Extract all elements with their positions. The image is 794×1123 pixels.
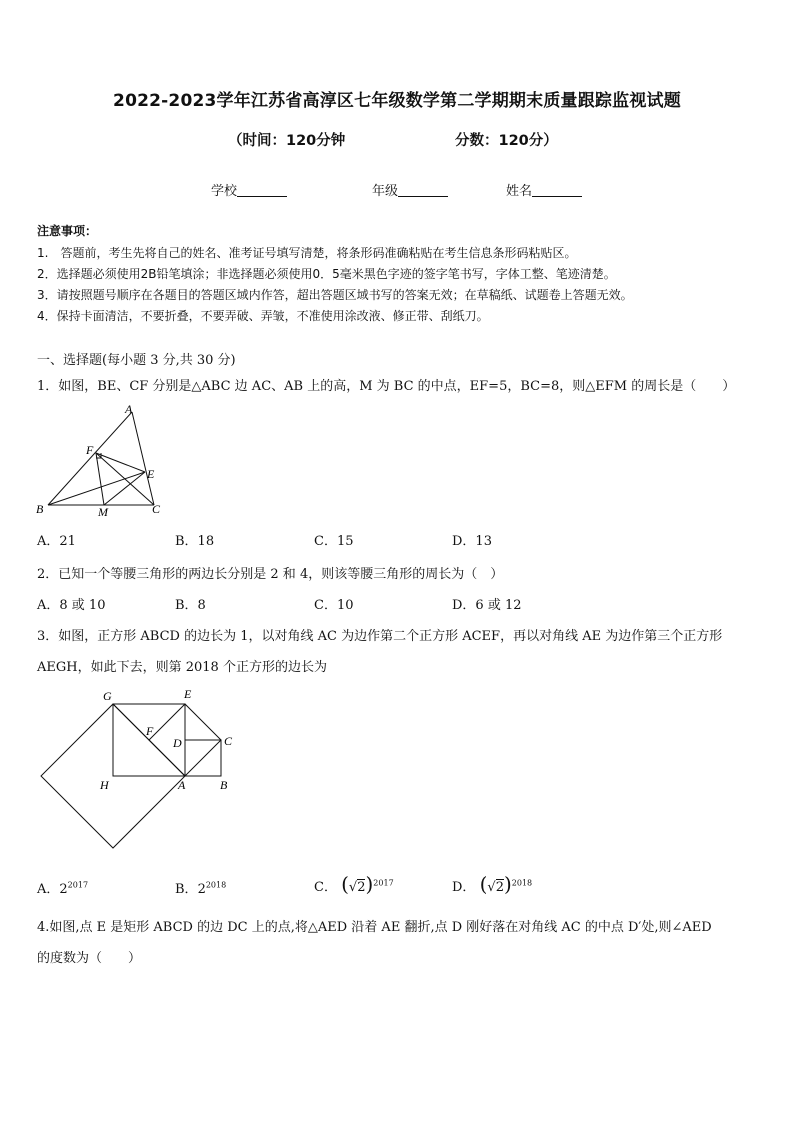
q3-label-d: D <box>173 736 182 750</box>
q2-option-a[interactable]: A．8 或 10 <box>37 598 106 613</box>
grade-blank[interactable] <box>398 182 448 197</box>
q1-option-a[interactable]: A．21 <box>37 534 76 549</box>
q1-label-m: M <box>98 505 108 519</box>
q3-option-c-sqrt: √2 <box>348 880 366 895</box>
question-2-text: 2．已知一个等腰三角形的两边长分别是 2 和 4，则该等腰三角形的周长为（ ） <box>37 567 504 582</box>
q3-option-d-sqrt: √2 <box>487 880 504 895</box>
q3-option-c-paren-right: ) <box>365 872 374 896</box>
q2-option-c[interactable]: C．10 <box>314 598 354 613</box>
exam-score: 分数：120分） <box>455 133 558 149</box>
q3-option-b[interactable] <box>175 878 226 897</box>
q3-option-c-paren-left: ( <box>341 872 349 896</box>
question-1-text: 1．如图，BE、CF 分别是△ABC 边 AC、AB 上的高，M 为 BC 的中点，EF=5，BC=8，则△EFM 的周长是（ ） <box>37 379 736 394</box>
grade-field <box>372 180 448 199</box>
note-item: 3．请按照题号顺序在各题目的答题区域内作答，超出答题区域书写的答案无效；在草稿纸、试题卷上答题无效。 <box>37 288 633 302</box>
q2-option-d[interactable]: D．6 或 12 <box>452 598 522 613</box>
q1-option-b[interactable]: B．18 <box>175 534 215 549</box>
q3-option-d-prefix: D． <box>452 880 476 895</box>
name-field <box>506 180 582 199</box>
q3-squares-figure <box>30 685 245 870</box>
q1-label-a: A <box>125 402 133 416</box>
grade-label: 年级 <box>372 184 399 199</box>
q3-option-a[interactable] <box>37 878 88 897</box>
q3-option-d-radicand: 2 <box>495 880 504 895</box>
question-3-line-2: AEGH，如此下去，则第 2018 个正方形的边长为 <box>37 660 327 675</box>
q1-triangle-figure <box>30 398 180 520</box>
q3-option-b-exponent: 2018 <box>205 880 227 890</box>
q3-label-a: A <box>178 778 186 792</box>
q3-option-d[interactable] <box>452 872 532 896</box>
note-item: 2．选择题必须使用2B铅笔填涂；非选择题必须使用0．5毫米黑色字迹的签字笔书写，字体工整、笔迹清楚。 <box>37 267 616 281</box>
q3-option-c[interactable] <box>314 872 394 896</box>
q1-option-d[interactable]: D．13 <box>452 534 492 549</box>
q3-option-a-exponent: 2017 <box>67 880 89 890</box>
section-heading: 一、选择题(每小题 3 分,共 30 分) <box>37 353 236 368</box>
q3-label-f: F <box>146 724 154 738</box>
q3-label-e: E <box>184 687 192 701</box>
q3-option-c-prefix: C． <box>314 880 337 895</box>
q3-option-d-exponent: 2018 <box>511 878 533 888</box>
note-item: 4．保持卡面清洁，不要折叠，不要弄破、弄皱，不准使用涂改液、修正带、刮纸刀。 <box>37 309 489 323</box>
q3-label-b: B <box>220 778 228 792</box>
q3-option-d-paren-left: ( <box>479 872 488 896</box>
q3-option-a-base: 2 <box>59 882 68 897</box>
q3-option-c-exponent: 2017 <box>373 878 394 888</box>
note-item: 1. 答题前，考生先将自己的姓名、准考证号填写清楚，将条形码准确粘贴在考生信息条形码粘贴区。 <box>37 246 577 260</box>
q3-option-b-prefix: B． <box>175 882 198 897</box>
name-label: 姓名 <box>506 184 533 199</box>
name-blank[interactable] <box>532 182 582 197</box>
notes-heading: 注意事项： <box>37 224 98 238</box>
q3-label-h: H <box>100 778 109 792</box>
q3-option-d-paren-right: ) <box>503 872 512 896</box>
exam-time: （时间：120分钟 <box>228 133 346 149</box>
q3-option-a-prefix: A． <box>37 882 60 897</box>
q2-option-b[interactable]: B．8 <box>175 598 206 613</box>
q1-label-e: E <box>147 467 155 481</box>
page-title: 2022-2023学年江苏省高淳区七年级数学第二学期期末质量跟踪监视试题 <box>113 91 681 111</box>
q3-option-c-radicand: 2 <box>357 880 366 895</box>
school-label: 学校 <box>211 184 238 199</box>
question-4-line-1: 4.如图,点 E 是矩形 ABCD 的边 DC 上的点,将△AED 沿着 AE 翻折,点 D 刚好落在对角线 AC 的中点 D′处,则∠AED <box>37 920 712 935</box>
question-3-line-1: 3．如图，正方形 ABCD 的边长为 1，以对角线 AC 为边作第二个正方形 ACEF，再以对角线 AE 为边作第三个正方形 <box>37 629 723 644</box>
school-blank[interactable] <box>237 182 287 197</box>
q1-label-c: C <box>152 502 161 516</box>
school-field <box>211 180 287 199</box>
q3-label-g: G <box>103 689 112 703</box>
q1-label-b: B <box>36 502 44 516</box>
q3-label-c: C <box>224 734 233 748</box>
q1-label-f: F <box>86 443 94 457</box>
q1-option-c[interactable]: C．15 <box>314 534 354 549</box>
question-4-line-2: 的度数为（ ） <box>37 951 142 966</box>
q3-option-b-base: 2 <box>197 882 206 897</box>
